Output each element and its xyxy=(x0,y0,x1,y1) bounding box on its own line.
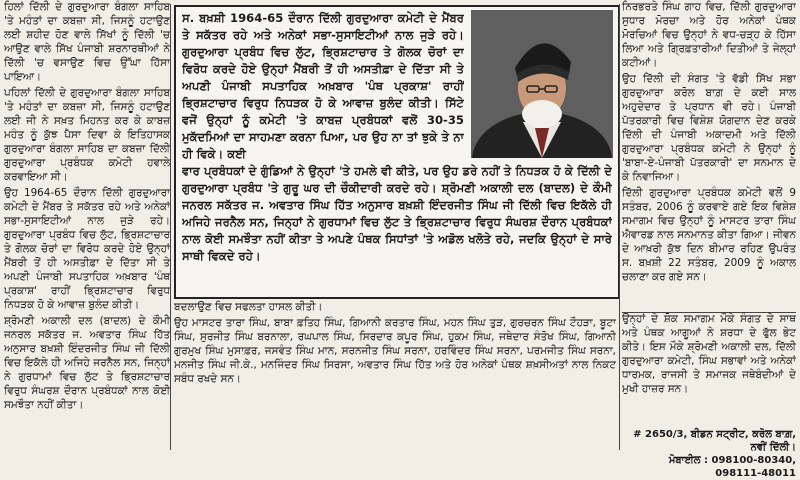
column-rule-right xyxy=(619,4,620,450)
portrait-illustration xyxy=(471,10,613,158)
left-para-4: ਸ਼੍ਰੋਮਣੀ ਅਕਾਲੀ ਦਲ (ਬਾਦਲ) ਦੇ ਕੌਮੀ ਜਨਰਲ ਸਕੱਤਰ ਜ. ਅਵਤਾਰ ਸਿੰਘ ਹਿੱਤ ਅਨੁਸਾਰ ਬਖ਼ਸ਼ੀ ਇੰਦਰਜੀਤ ਸਿੰਘ ਜੀ ਦਿੱਲੀ ਵਿਚ ਇਕੱਲੇ ਹੀ ਅਜਿਹੇ ਜਰਨੈਲ ਸਨ, ਜਿਨ੍ਹਾਂ ਨੇ ਗੁਰਧਾਮਾਂ ਵਿਚ ਲੁੱਟ ਤੇ ਭ੍ਰਿਸ਼ਟਾਚਾਰ ਵਿਰੁਧ ਸੰਘਰਸ਼ ਦੌਰਾਨ ਪ੍ਰਬੰਧਕਾਂ ਨਾਲ ਕੋਈ ਸਮਝੌਤਾ ਨਹੀਂ ਕੀਤਾ। xyxy=(4,315,170,411)
right-para-3: ਦਿੱਲੀ ਗੁਰਦੁਆਰਾ ਪ੍ਰਬੰਧਕ ਕਮੇਟੀ ਵਲੋਂ 9 ਸਤੰਬਰ, 2006 ਨੂੰ ਕਰਵਾਏ ਗਏ ਇਕ ਵਿਸ਼ੇਸ਼ ਸਮਾਗਮ ਵਿਚ ਉਨ੍ਹਾਂ ਨੂੰ ਮਾਸਟਰ ਤਾਰਾ ਸਿੰਘ ਐਵਾਰਡ ਨਾਲ ਸਨਮਾਨਤ ਕੀਤਾ ਗਿਆ। ਜੀਵਨ ਦੇ ਆਖ਼ਰੀ ਕੁੱਝ ਦਿਨ ਬੀਮਾਰ ਰਹਿਣ ਉਪਰੰਤ ਸ. ਬਖ਼ਸ਼ੀ 22 ਸਤੰਬਰ, 2009 ਨੂੰ ਅਕਾਲ ਚਲਾਣਾ ਕਰ ਗਏ ਸਨ। xyxy=(622,187,796,283)
left-para-1: ਹਿਲਾਂ ਦਿੱਲੀ ਦੇ ਗੁਰਦੁਆਰਾ ਬੰਗਲਾ ਸਾਹਿਬ 'ਤੇ ਮਹੰਤਾਂ ਦਾ ਕਬਜ਼ਾ ਸੀ, ਜਿਸਨੂੰ ਹਟਾਉਣ ਲਈ ਸ਼ਹੀਦ ਹੋਣ ਵਾਲੇ ਸਿੱਖਾਂ ਨੂੰ ਦਿੱਲੀ 'ਚ ਆਉਣ ਵਾਲੇ ਸਿੱਖ ਪੰਜਾਬੀ ਸ਼ਰਨਾਰਥੀਆਂ ਨੇ ਦਿੱਲੀ 'ਚ ਵਸਾਉਣ ਵਿਚ ਉੱਘਾ ਹਿੱਸਾ ਪਾਇਆ। xyxy=(4,1,170,83)
box-text-bottom: ਵਾਰ ਪ੍ਰਬੰਧਕਾਂ ਦੇ ਗੁੰਡਿਆਂ ਨੇ ਉਨ੍ਹਾਂ 'ਤੇ ਹਮਲੇ ਵੀ ਕੀਤੇ, ਪਰ ਉਹ ਡਰੇ ਨਹੀਂ ਤੇ ਨਿਧੜਕ ਹੋ ਕੇ ਦਿੱਲੀ ਦੇ ਗੁਰਦੁਆਰਾ ਪ੍ਰਬੰਧ 'ਤੇ ਗੁਰੂ ਘਰ ਦੀ ਚੌਕੀਦਾਰੀ ਕਰਦੇ ਰਹੇ। ਸ਼੍ਰੋਮਣੀ ਅਕਾਲੀ ਦਲ (ਬਾਦਲ) ਦੇ ਕੌਮੀ ਜਨਰਲ ਸਕੱਤਰ ਜ. ਅਵਤਾਰ ਸਿੰਘ ਹਿੱਤ ਅਨੁਸਾਰ ਬਖ਼ਸ਼ੀ ਇੰਦਰਜੀਤ ਸਿੰਘ ਜੀ ਦਿੱਲੀ ਵਿਚ ਇਕੱਲੇ ਹੀ ਅਜਿਹੇ ਜਰਨੈਲ ਸਨ, ਜਿਨ੍ਹਾਂ ਨੇ ਗੁਰਧਾਮਾਂ ਵਿਚ ਲੁੱਟ ਤੇ ਭ੍ਰਿਸ਼ਟਾਚਾਰ ਵਿਰੁਧ ਸੰਘਰਸ਼ ਦੌਰਾਨ ਪ੍ਰਬੰਧਕਾਂ ਨਾਲ ਕੋਈ ਸਮਝੌਤਾ ਨਹੀਂ ਕੀਤਾ ਤੇ ਅਪਣੇ ਪੰਥਕ ਸਿਧਾਂਤਾਂ 'ਤੇ ਅਡੋਲ ਖਲੋਤੇ ਰਹੇ, ਜਦਕਿ ਉਨ੍ਹਾਂ ਦੇ ਸਾਰੇ ਸਾਥੀ ਵਿਕਦੇ ਰਹੇ। xyxy=(182,164,612,263)
column-rule-left xyxy=(170,4,171,450)
author-address-block xyxy=(622,428,796,480)
highlight-box xyxy=(174,5,620,299)
right-para-1: ਨਿਰਭਰਤੇ ਸਿੰਘ ਗਾਹ ਵਿਚ, ਦਿੱਲੀ ਗੁਰਦੁਆਰਾ ਸੁਧਾਰ ਮੋਰਚਾ ਅਤੇ ਹੋਰ ਅਨੇਕਾਂ ਪੰਥਕ ਮੋਰਚਿਆਂ ਵਿਚ ਉਨ੍ਹਾਂ ਨੇ ਵਧ-ਚੜ੍ਹ ਕੇ ਹਿੱਸਾ ਲਿਆ ਅਤੇ ਗ੍ਰਿਫ਼ਤਾਰੀਆਂ ਦਿਤੀਆਂ ਤੇ ਜੇਲ੍ਹਾਂ ਕਟੀਆਂ। xyxy=(622,1,796,69)
box-text-top: ਸ. ਬਖ਼ਸ਼ੀ 1964-65 ਦੌਰਾਨ ਦਿੱਲੀ ਗੁਰਦੁਆਰਾ ਕਮੇਟੀ ਦੇ ਮੈਂਬਰ ਤੇ ਸਕੱਤਰ ਰਹੇ ਅਤੇ ਅਨੇਕਾਂ ਸਭਾ-ਸੁਸਾਇਟੀਆਂ ਨਾਲ ਜੁੜੇ ਰਹੇ। ਗੁਰਦੁਆਰਾ ਪ੍ਰਬੰਧ ਵਿਚ ਲੁੱਟ, ਭ੍ਰਿਸ਼ਟਾਚਾਰ ਤੇ ਗੋਲਕ ਚੋਰਾਂ ਦਾ ਵਿਰੋਧ ਕਰਦੇ ਹੋਏ ਉਨ੍ਹਾਂ ਮੈਂਬਰੀ ਤੋਂ ਹੀ ਅਸਤੀਫ਼ਾ ਦੇ ਦਿੱਤਾ ਸੀ ਤੇ ਅਪਣੀ ਪੰਜਾਬੀ ਸਪਤਾਹਿਕ ਅਖ਼ਬਾਰ 'ਪੰਥ ਪ੍ਰਕਾਸ਼' ਰਾਹੀਂ ਭ੍ਰਿਸ਼ਟਾਚਾਰ ਵਿਰੁਧ ਨਿਧੜਕ ਹੋ ਕੇ ਆਵਾਜ਼ ਬੁਲੰਦ ਕੀਤੀ। ਸਿੱਟੇ ਵਜੋਂ ਉਨ੍ਹਾਂ ਨੂੰ ਕਮੇਟੀ 'ਤੇ ਕਾਬਜ਼ ਪ੍ਰਬੰਧਕਾਂ ਵਲੋਂ 30-35 ਮੁਕੱਦਮਿਆਂ ਦਾ ਸਾਹਮਣਾ ਕਰਨਾ ਪਿਆ, ਪਰ ਉਹ ਨਾ ਤਾਂ ਝੁਕੇ ਤੇ ਨਾ ਹੀ ਵਿਕੇ। ਕਈ xyxy=(182,11,464,161)
mid-right-para-1: ਉਨ੍ਹਾਂ ਦੇ ਸ਼ੋਕ ਸਮਾਗਮ ਮੌਕੇ ਸੰਗਤ ਦੇ ਸਾਥ ਅਤੇ ਪੰਥਕ ਆਗੂਆਂ ਨੇ ਸ਼ਰਧਾ ਦੇ ਫੁੱਲ ਭੇਟ ਕੀਤੇ। ਇਸ ਮੌਕੇ ਸ਼੍ਰੋਮਣੀ ਅਕਾਲੀ ਦਲ, ਦਿੱਲੀ ਗੁਰਦੁਆਰਾ ਕਮੇਟੀ, ਸਿੰਘ ਸਭਾਵਾਂ ਅਤੇ ਅਨੇਕਾਂ ਧਾਰਮਕ, ਰਾਜਸੀ ਤੇ ਸਮਾਜਕ ਜਥੇਬੰਦੀਆਂ ਦੇ ਮੁਖੀ ਹਾਜ਼ਰ ਸਨ। xyxy=(622,313,796,395)
right-column xyxy=(622,0,796,312)
author-mobile: ਮੋਬਾਈਲ : 098100-80340, 098111-48011 xyxy=(668,455,796,479)
mid-right-column xyxy=(622,312,796,427)
middle-column xyxy=(174,300,616,450)
left-column xyxy=(4,0,170,455)
portrait-photo xyxy=(471,10,613,158)
left-para-3: ਉਹ 1964-65 ਦੌਰਾਨ ਦਿੱਲੀ ਗੁਰਦੁਆਰਾ ਕਮੇਟੀ ਦੇ ਮੈਂਬਰ ਤੇ ਸਕੱਤਰ ਰਹੇ ਅਤੇ ਅਨੇਕਾਂ ਸਭਾ-ਸੁਸਾਇਟੀਆਂ ਨਾਲ ਜੁੜੇ ਰਹੇ। ਗੁਰਦੁਆਰਾ ਪ੍ਰਬੰਧ ਵਿਚ ਲੁੱਟ, ਭ੍ਰਿਸ਼ਟਾਚਾਰ ਤੇ ਗੋਲਕ ਚੋਰਾਂ ਦਾ ਵਿਰੋਧ ਕਰਦੇ ਹੋਏ ਉਨ੍ਹਾਂ ਮੈਂਬਰੀ ਤੋਂ ਹੀ ਅਸਤੀਫ਼ਾ ਦੇ ਦਿੱਤਾ ਸੀ ਤੇ ਅਪਣੀ ਪੰਜਾਬੀ ਸਪਤਾਹਿਕ ਅਖ਼ਬਾਰ 'ਪੰਥ ਪ੍ਰਕਾਸ਼' ਰਾਹੀਂ ਭ੍ਰਿਸ਼ਟਾਚਾਰ ਵਿਰੁਧ ਨਿਧੜਕ ਹੋ ਕੇ ਆਵਾਜ਼ ਬੁਲੰਦ ਕੀਤੀ। xyxy=(4,187,170,311)
author-address: # 2650/3, ਬੀਡਨ ਸਟ੍ਰੀਟ, ਕਰੋਲ ਬਾਗ਼, ਨਵੀਂ ਦਿੱਲੀ। xyxy=(633,429,796,453)
left-para-2: ਪਹਿਲਾਂ ਦਿੱਲੀ ਦੇ ਗੁਰਦੁਆਰਾ ਬੰਗਲਾ ਸਾਹਿਬ 'ਤੇ ਮਹੰਤਾਂ ਦਾ ਕਬਜ਼ਾ ਸੀ, ਜਿਸਨੂੰ ਹਟਾਉਣ ਲਈ ਜੀ ਨੇ ਸਖ਼ਤ ਮਿਹਨਤ ਕਰ ਕੇ ਕਾਬਜ਼ ਮਹੰਤ ਨੂੰ ਕੁੱਝ ਪੈਸਾ ਦਿਵਾ ਕੇ ਇਤਿਹਾਸਕ ਗੁਰਦੁਆਰਾ ਬੰਗਲਾ ਸਾਹਿਬ ਦਾ ਕਬਜ਼ਾ ਦਿੱਲੀ ਗੁਰਦੁਆਰਾ ਪ੍ਰਬੰਧਕ ਕਮੇਟੀ ਹਵਾਲੇ ਕਰਵਾਇਆ ਸੀ। xyxy=(4,87,170,183)
right-para-2: ਉਹ ਦਿੱਲੀ ਦੀ ਸੰਗਤ 'ਤੇ ਵੱਡੀ ਸਿੱਖ ਸਭਾ ਗੁਰਦੁਆਰਾ ਕਰੋਲ ਬਾਗ਼ ਦੇ ਕਈ ਸਾਲ ਅਹੁਦੇਦਾਰ ਤੇ ਪ੍ਰਧਾਨ ਵੀ ਰਹੇ। ਪੰਜਾਬੀ ਪੱਤਰਕਾਰੀ ਵਿਚ ਵਿਸ਼ੇਸ਼ ਯੋਗਦਾਨ ਦੇਣ ਕਰਕੇ ਦਿੱਲੀ ਦੀ ਪੰਜਾਬੀ ਅਕਾਦਮੀ ਅਤੇ ਦਿੱਲੀ ਗੁਰਦੁਆਰਾ ਪ੍ਰਬੰਧਕ ਕਮੇਟੀ ਨੇ ਉਨ੍ਹਾਂ ਨੂੰ 'ਬਾਬਾ-ਏ-ਪੰਜਾਬੀ ਪੱਤਰਕਾਰੀ' ਦਾ ਸਨਮਾਨ ਦੇ ਕੇ ਨਿਵਾਜਿਆ। xyxy=(622,73,796,183)
mid-para-2: ਉਹ ਮਾਸਟਰ ਤਾਰਾ ਸਿੰਘ, ਬਾਬਾ ਫ਼ਤਿਹ ਸਿੰਘ, ਗਿਆਨੀ ਕਰਤਾਰ ਸਿੰਘ, ਮਹਨ ਸਿੰਘ ਤੁੜ, ਗੁਰਚਰਨ ਸਿੰਘ ਟੌਹੜਾ, ਬੂਟਾ ਸਿੰਘ, ਸੁਰਜੀਤ ਸਿੰਘ ਬਰਨਾਲਾ, ਰਘਪਾਲ ਸਿੰਘ, ਸਿਰਦਾਰ ਕਪੂਰ ਸਿੰਘ, ਹੁਕਮ ਸਿੰਘ, ਜਥੇਦਾਰ ਸੰਤੋਖ ਸਿੰਘ, ਗਿਆਨੀ ਗੁਰਮੁਖ ਸਿੰਘ ਮੁਸਾਫ਼ਰ, ਜਸਵੰਤ ਸਿੰਘ ਮਾਨ, ਸਰਨਜੀਤ ਸਿੰਘ ਸਰਨਾ, ਹਰਵਿੰਦਰ ਸਿੰਘ ਸਰਨਾ, ਪਰਮਜੀਤ ਸਿੰਘ ਸਰਨਾ, ਮਨਜੀਤ ਸਿੰਘ ਜੀ.ਕੇ., ਮਨਜਿੰਦਰ ਸਿੰਘ ਸਿਰਸਾ, ਅਵਤਾਰ ਸਿੰਘ ਹਿੱਤ ਅਤੇ ਹੋਰ ਅਨੇਕਾਂ ਪੰਥਕ ਸ਼ਖ਼ਸੀਅਤਾਂ ਨਾਲ ਨਿਕਟ ਸਬੰਧ ਰਖਦੇ ਸਨ। xyxy=(174,317,616,385)
mid-para-1: ਬਦਲਾਉਣ ਵਿਚ ਸਫਲਤਾ ਹਾਸਲ ਕੀਤੀ। xyxy=(174,301,323,313)
